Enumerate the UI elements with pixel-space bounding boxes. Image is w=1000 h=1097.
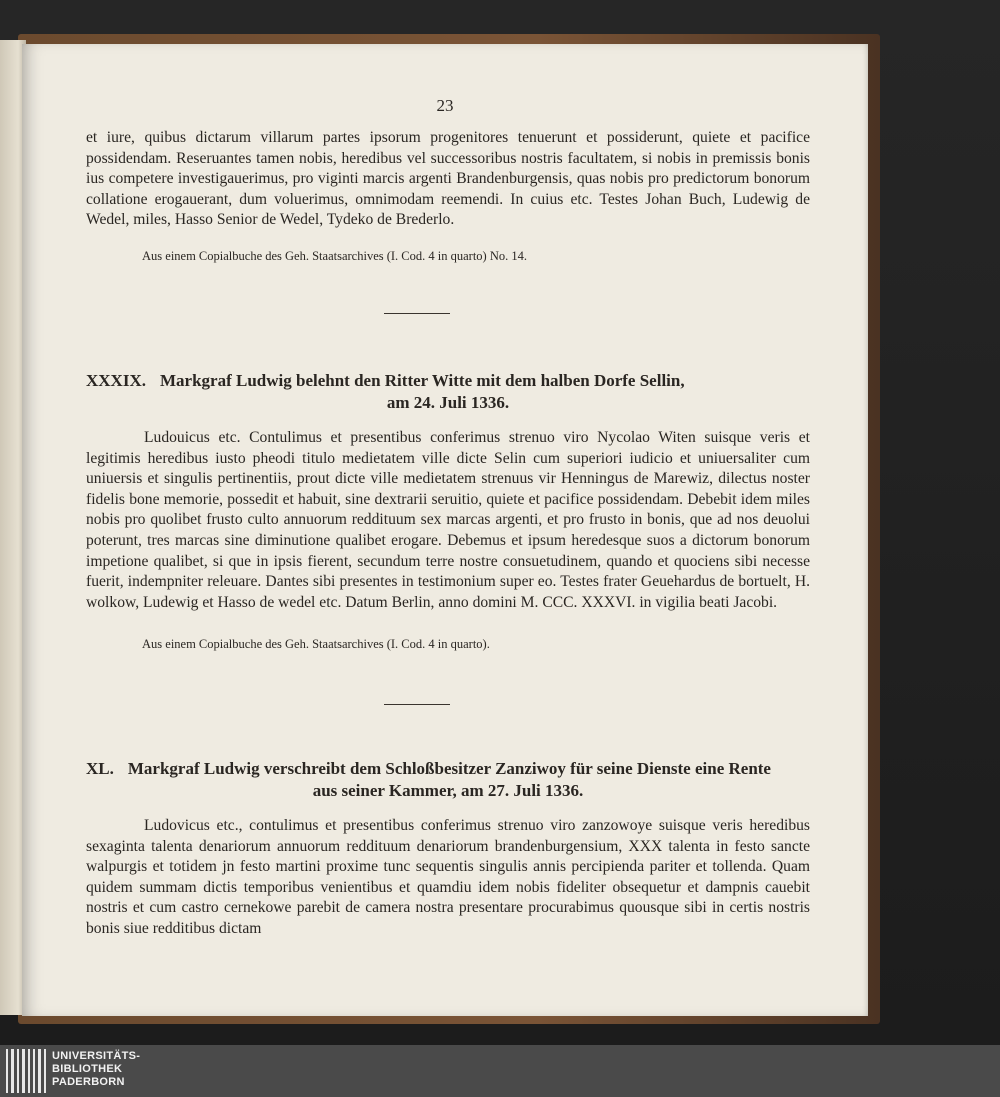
library-name	[52, 1050, 140, 1089]
heading-xl	[86, 758, 810, 802]
source-note-1: Aus einem Copialbuche des Geh. Staatsarchives (I. Cod. 4 in quarto) No. 14.	[142, 249, 527, 263]
heading-xl-line2: aus seiner Kammer, am 27. Juli 1336.	[312, 781, 584, 800]
section-divider-2	[384, 704, 450, 705]
library-footer	[0, 1045, 1000, 1097]
book-page	[22, 44, 868, 1016]
heading-xxxix	[86, 370, 810, 414]
paragraph-xxxix: Ludouicus etc. Contulimus et presentibus conferimus strenuo viro Nycolao Witen suisque veris et legitimis heredibus iusto pheodi titulo medietatem ville dicte Selin cum superiori iudicio et uniuersaliter cum uniuersis et singulis pertinentiis, prout dicte ville medietatem strenuus vir Henningus de Marewiz, dilectus noster fidelis bone memorie, possedit et habuit, sine dextrarii seruitio, quiete et pacifice possidendam. Debebit idem miles nobis pro quolibet frusto culto annuorum reddituum sex marcas argenti, et pro frusto in bonis, que ad nos deuolui poterunt, tres marcas sine diminutione qualibet erogare. Debemus et ipsum heredesque suos a dictorum bonorum impetione qualibet, si que in ipsis fierent, secundum terre nostre consuetudinem, quando et quociens sibi necesse fuerit, indempniter releuare. Dantes sibi presentes in testimonium super eo. Testes frater Geuehardus de bortuelt, H. wolkow, Ludewig et Hasso de wedel etc. Datum Berlin, anno domini M. CCC. XXXVI. in vigilia beati Jacobi.	[86, 429, 810, 611]
heading-xxxix-line1: Markgraf Ludwig belehnt den Ritter Witte mit dem halben Dorfe Sellin,	[159, 371, 685, 390]
library-name-line1: UNIVERSITÄTS-	[52, 1050, 141, 1062]
heading-xxxix-number: XXXIX.	[86, 371, 146, 390]
library-logo-icon	[6, 1049, 46, 1093]
heading-xxxix-line2: am 24. Juli 1336.	[386, 393, 510, 412]
source-note-2: Aus einem Copialbuche des Geh. Staatsarchives (I. Cod. 4 in quarto).	[142, 637, 490, 651]
heading-xl-number: XL.	[86, 759, 114, 778]
paragraph-xl: Ludovicus etc., contulimus et presentibus conferimus strenuo viro zanzowoye suisque veris heredibus sexaginta talenta denariorum annuorum reddituum denariorum brandenburgensium, XXX talenta in festo sancte walpurgis et totidem jn festo martini proxime tunc sequentis singulis annis percipienda pariter et tollenda. Quam quidem summam dictis temporibus venientibus et quamdiu idem nobis fideliter obsequetur et dampnis cauebit nostris et cum castro cernekowe parebit de camera nostra presentare procurabimus quousque sibi in certis nostris bonis siue redditibus dictam	[86, 817, 810, 937]
section-divider-1	[384, 313, 450, 314]
library-name-line3: PADERBORN	[52, 1076, 125, 1088]
paragraph-continuation: et iure, quibus dictarum villarum partes ipsorum progenitores tenuerunt et possiderunt, quiete et pacifice possidendam. Reseruantes tamen nobis, heredibus vel successoribus nostris facultatem, si nobis in premissis bonis ius competere investigauerimus, pro viginti marcis argenti Brandenburgensis, quas nobis pro predictorum bonorum collatione erogauerant, dum voluerimus, omnimodam reemendi. In cuius etc. Testes Johan Buch, Ludewig de Wedel, miles, Hasso Senior de Wedel, Tydeko de Brederlo.	[86, 129, 810, 229]
heading-xl-line1: Markgraf Ludwig verschreibt dem Schloßbesitzer Zanziwoy für seine Dienste eine Rente	[127, 759, 771, 778]
page-number: 23	[436, 96, 454, 115]
library-name-line2: BIBLIOTHEK	[52, 1063, 123, 1075]
